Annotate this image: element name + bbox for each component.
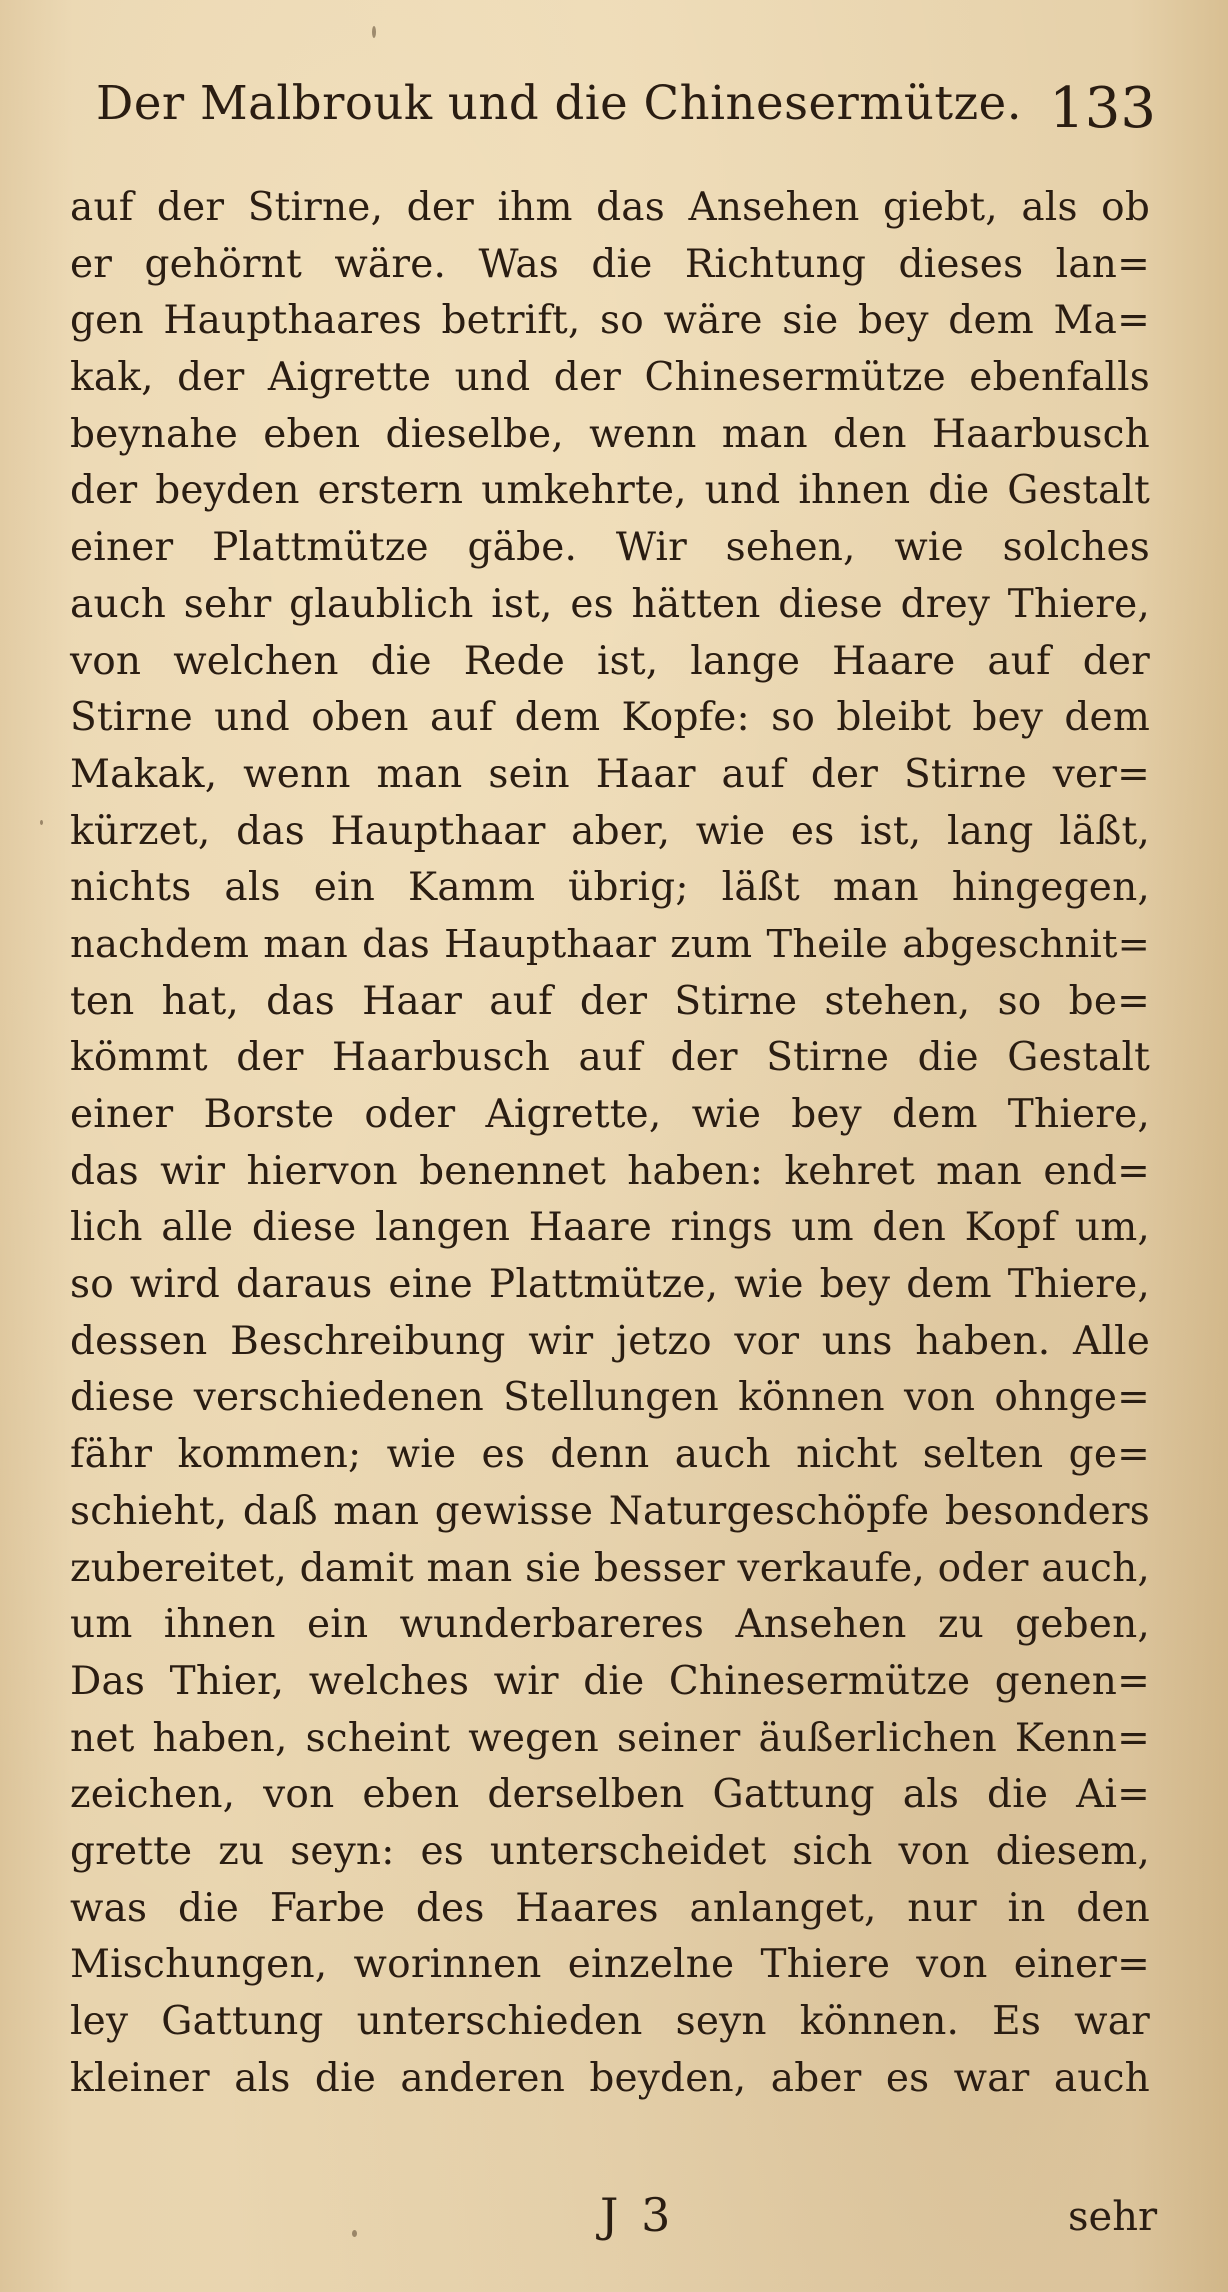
text-line: er gehörnt wäre. Was die Richtung dieses lan= [70,241,1150,287]
text-line: einer Borste oder Aigrette, wie bey dem Thiere, [70,1092,1150,1137]
running-title: Der Malbrouk und die Chinesermütze. [96,76,1023,130]
body-text [70,180,1150,2107]
text-line: grette zu seyn: es unterscheidet sich von diesem, [70,1828,1150,1874]
page-header [96,62,1156,152]
text-line: lich alle diese langen Haare rings um den Kopf um, [70,1205,1150,1251]
text-line: nichts als ein Kamm übrig; läßt man hingegen, [70,865,1150,911]
text-line: der beyden erstern umkehrte, und ihnen die Gestalt [70,468,1150,514]
paper-speck [372,26,376,38]
text-line: zeichen, von eben derselben Gattung als die Ai= [70,1772,1150,1818]
page-number: 133 [1049,76,1156,141]
text-line: kak, der Aigrette und der Chinesermütze ebenfalls [70,355,1150,401]
text-line: einer Plattmütze gäbe. Wir sehen, wie solches [70,525,1150,571]
text-line: das wir hiervon benennet haben: kehret man end= [70,1148,1150,1194]
text-line: ley Gattung unterschieden seyn können. Es war [70,1999,1150,2044]
text-line: schieht, daß man gewisse Naturgeschöpfe besonders [70,1488,1150,1534]
text-line: diese verschiedenen Stellungen können von ohnge= [70,1375,1150,1421]
text-line: nachdem man das Haupthaar zum Theile abgeschnit= [70,921,1150,967]
text-line: dessen Beschreibung wir jetzo vor uns haben. Alle [70,1318,1150,1364]
text-line: was die Farbe des Haares anlanget, nur in den [70,1885,1150,1931]
text-line: net haben, scheint wegen seiner äußerlichen Kenn= [70,1715,1150,1761]
text-line: auf der Stirne, der ihm das Ansehen giebt, als ob [70,185,1150,230]
page-footer [0,2188,1228,2258]
text-line: von welchen die Rede ist, lange Haare auf der [70,638,1150,684]
text-line: beynahe eben dieselbe, wenn man den Haarbusch [70,411,1150,457]
text-line: kürzet, das Haupthaar aber, wie es ist, lang läßt, [70,808,1150,854]
text-line: Makak, wenn man sein Haar auf der Stirne ver= [70,751,1150,797]
catchword: sehr [1068,2194,1158,2240]
text-line: gen Haupthaares betrift, so wäre sie bey dem Ma= [70,298,1150,344]
text-line: fähr kommen; wie es denn auch nicht selten ge= [70,1432,1150,1478]
paper-speck [352,2230,357,2237]
text-line: so wird daraus eine Plattmütze, wie bey dem Thiere, [70,1262,1150,1308]
paper-speck [40,820,43,825]
signature-mark: J 3 [600,2188,675,2242]
text-line: Mischungen, worinnen einzelne Thiere von einer= [70,1942,1150,1988]
text-line: kleiner als die anderen beyden, aber es war auch [70,2055,1150,2101]
text-line: auch sehr glaublich ist, es hätten diese drey Thiere, [70,581,1150,627]
text-line: Das Thier, welches wir die Chinesermütze genen= [70,1658,1150,1704]
text-line: ten hat, das Haar auf der Stirne stehen, so be= [70,978,1150,1024]
text-line: zubereitet, damit man sie besser verkaufe, oder auch, [70,1545,1150,1591]
text-line: kömmt der Haarbusch auf der Stirne die Gestalt [70,1035,1150,1081]
text-line: Stirne und oben auf dem Kopfe: so bleibt bey dem [70,695,1150,741]
text-line: um ihnen ein wunderbareres Ansehen zu geben, [70,1602,1150,1648]
